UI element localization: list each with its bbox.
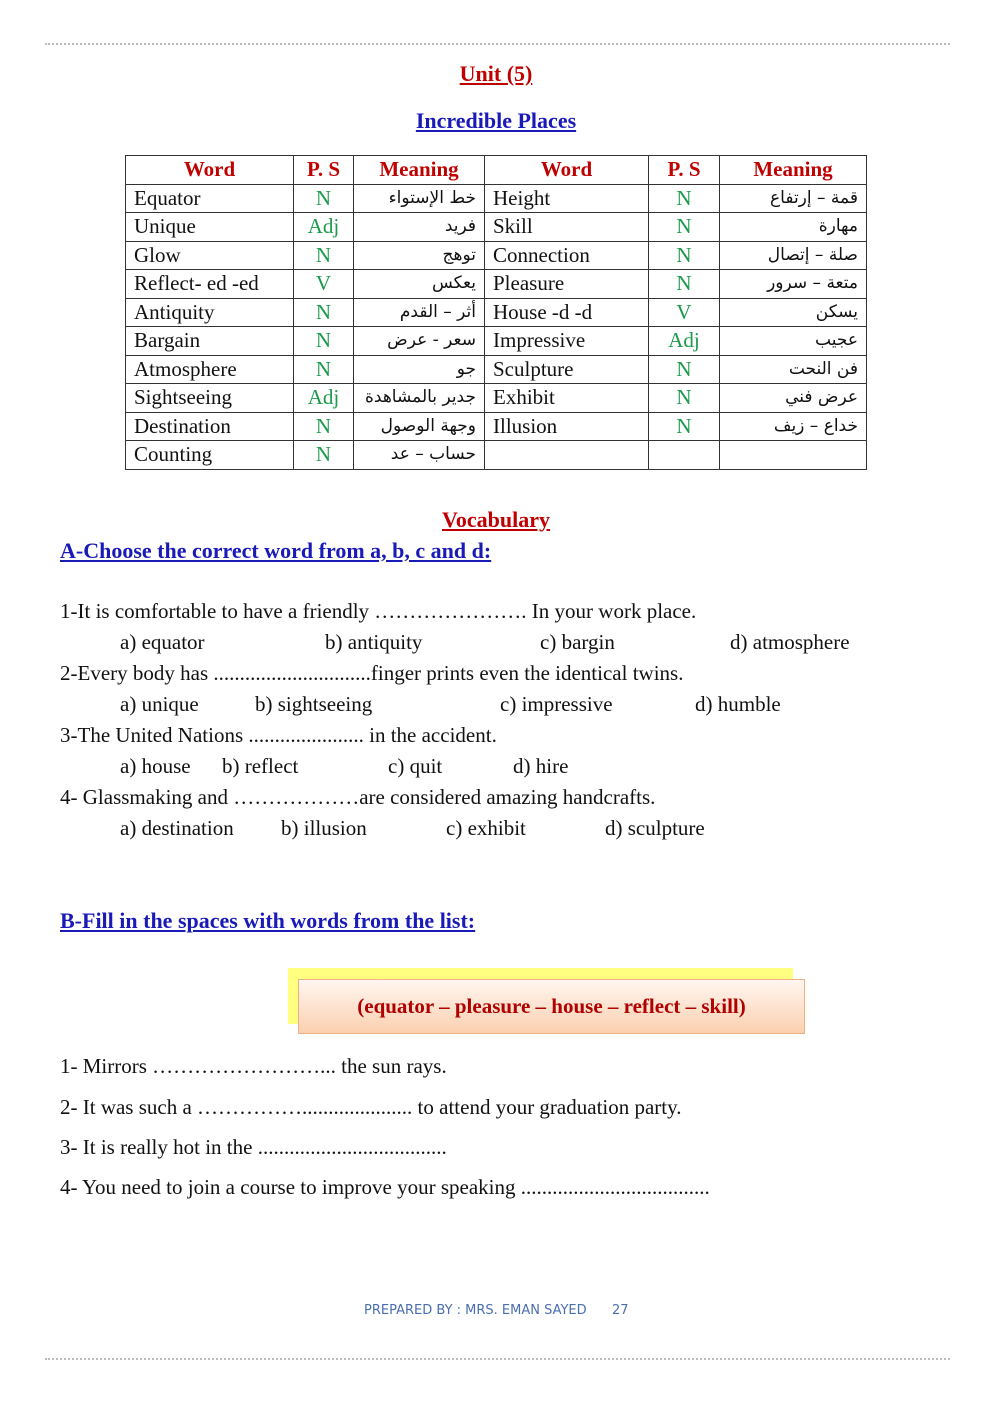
part-of-speech-cell: N (649, 184, 720, 213)
fill-question-1: 1- Mirrors ……………………... the sun rays. (60, 1054, 447, 1078)
answer-option[interactable]: c) exhibit (446, 816, 526, 840)
answer-option[interactable]: c) impressive (500, 692, 613, 716)
meaning-cell: وجهة الوصول (354, 412, 485, 441)
meaning-cell: يسكن (720, 298, 867, 327)
word-cell: Bargain (126, 327, 294, 356)
table-row (126, 270, 867, 299)
answer-option[interactable]: d) atmosphere (730, 630, 850, 654)
part-of-speech-cell: V (294, 270, 354, 299)
answer-option[interactable]: a) unique (120, 692, 199, 716)
part-of-speech-cell: N (294, 412, 354, 441)
word-cell: Antiquity (126, 298, 294, 327)
meaning-cell: جو (354, 355, 485, 384)
column-header: Meaning (354, 156, 485, 185)
word-cell: House -d -d (485, 298, 649, 327)
table-row (126, 327, 867, 356)
word-cell: Equator (126, 184, 294, 213)
table-row (126, 298, 867, 327)
meaning-cell: فن النحت (720, 355, 867, 384)
section-a-title: A-Choose the correct word from a, b, c and d: (60, 538, 492, 563)
part-of-speech-cell: N (649, 270, 720, 299)
part-of-speech-cell: N (294, 355, 354, 384)
table-row (126, 241, 867, 270)
fill-question-3: 3- It is really hot in the .................................... (60, 1135, 447, 1159)
table-row (126, 412, 867, 441)
meaning-cell: فريد (354, 213, 485, 242)
column-header: P. S (294, 156, 354, 185)
word-cell: Impressive (485, 327, 649, 356)
column-header: Meaning (720, 156, 867, 185)
part-of-speech-cell: N (294, 184, 354, 213)
meaning-cell: جدير بالمشاهدة (354, 384, 485, 413)
answer-option[interactable]: b) sightseeing (255, 692, 373, 716)
word-cell: Exhibit (485, 384, 649, 413)
fill-question-4: 4- You need to join a course to improve your speaking .................................... (60, 1175, 710, 1199)
part-of-speech-cell: N (294, 327, 354, 356)
part-of-speech-cell: N (649, 213, 720, 242)
meaning-cell: يعكس (354, 270, 485, 299)
meaning-cell: خداع – زيف (720, 412, 867, 441)
meaning-cell: متعة – سرور (720, 270, 867, 299)
word-cell: Counting (126, 441, 294, 470)
word-cell: Reflect- ed -ed (126, 270, 294, 299)
word-cell: Sightseeing (126, 384, 294, 413)
vocabulary-title: Vocabulary (442, 507, 550, 532)
word-cell: Glow (126, 241, 294, 270)
word-list-box (298, 979, 805, 1034)
word-list: (equator – pleasure – house – reflect – skill) (357, 994, 746, 1018)
answer-option[interactable]: a) equator (120, 630, 205, 654)
column-header: P. S (649, 156, 720, 185)
answer-option[interactable]: a) house (120, 754, 191, 778)
table-row (126, 384, 867, 413)
part-of-speech-cell (649, 441, 720, 470)
meaning-cell: توهج (354, 241, 485, 270)
table-row (126, 355, 867, 384)
meaning-cell: حساب – عد (354, 441, 485, 470)
meaning-cell: قمة – إرتفاع (720, 184, 867, 213)
word-cell: Pleasure (485, 270, 649, 299)
answer-option[interactable]: c) quit (388, 754, 443, 778)
answer-option[interactable]: b) antiquity (325, 630, 423, 654)
question-4: 4- Glassmaking and ………………are considered amazing handcrafts. (60, 785, 656, 809)
section-b-title: B-Fill in the spaces with words from the list: (60, 908, 476, 933)
table-row (126, 213, 867, 242)
meaning-cell: عجيب (720, 327, 867, 356)
column-header: Word (485, 156, 649, 185)
footer-author: PREPARED BY : MRS. EMAN SAYED (364, 1303, 587, 1318)
part-of-speech-cell: N (294, 298, 354, 327)
answer-option[interactable]: b) illusion (281, 816, 367, 840)
word-cell: Destination (126, 412, 294, 441)
unit-title: Unit (5) (459, 61, 533, 86)
bottom-border (45, 1358, 950, 1360)
answer-option[interactable]: d) sculpture (605, 816, 705, 840)
meaning-cell: أثر – القدم (354, 298, 485, 327)
table-row (126, 441, 867, 470)
meaning-cell: صلة – إتصال (720, 241, 867, 270)
vocabulary-table (125, 155, 867, 470)
meaning-cell: عرض فني (720, 384, 867, 413)
table-header (126, 156, 867, 185)
word-cell: Illusion (485, 412, 649, 441)
question-1: 1-It is comfortable to have a friendly …………………. In your work place. (60, 599, 697, 623)
word-cell: Sculpture (485, 355, 649, 384)
page-number: 27 (612, 1303, 629, 1318)
answer-option[interactable]: d) hire (513, 754, 569, 778)
topic-title: Incredible Places (415, 108, 577, 133)
word-cell (485, 441, 649, 470)
meaning-cell (720, 441, 867, 470)
table-row (126, 184, 867, 213)
part-of-speech-cell: Adj (294, 213, 354, 242)
column-header: Word (126, 156, 294, 185)
word-cell: Connection (485, 241, 649, 270)
answer-option[interactable]: c) bargin (540, 630, 615, 654)
part-of-speech-cell: N (649, 384, 720, 413)
question-2: 2-Every body has ..............................finger prints even the identical twins. (60, 661, 684, 685)
part-of-speech-cell: N (294, 241, 354, 270)
word-cell: Unique (126, 213, 294, 242)
meaning-cell: سعر - عرض (354, 327, 485, 356)
part-of-speech-cell: N (649, 412, 720, 441)
top-border (45, 43, 950, 45)
answer-option[interactable]: b) reflect (222, 754, 299, 778)
part-of-speech-cell: N (649, 241, 720, 270)
meaning-cell: مهارة (720, 213, 867, 242)
meaning-cell: خط الإستواء (354, 184, 485, 213)
word-cell: Atmosphere (126, 355, 294, 384)
answer-option[interactable]: a) destination (120, 816, 234, 840)
question-3: 3-The United Nations ...................... in the accident. (60, 723, 497, 747)
word-cell: Height (485, 184, 649, 213)
fill-question-2: 2- It was such a ……………..................... to attend your graduation party. (60, 1095, 682, 1119)
part-of-speech-cell: Adj (649, 327, 720, 356)
part-of-speech-cell: N (649, 355, 720, 384)
answer-option[interactable]: d) humble (695, 692, 781, 716)
word-cell: Skill (485, 213, 649, 242)
part-of-speech-cell: Adj (294, 384, 354, 413)
part-of-speech-cell: V (649, 298, 720, 327)
part-of-speech-cell: N (294, 441, 354, 470)
